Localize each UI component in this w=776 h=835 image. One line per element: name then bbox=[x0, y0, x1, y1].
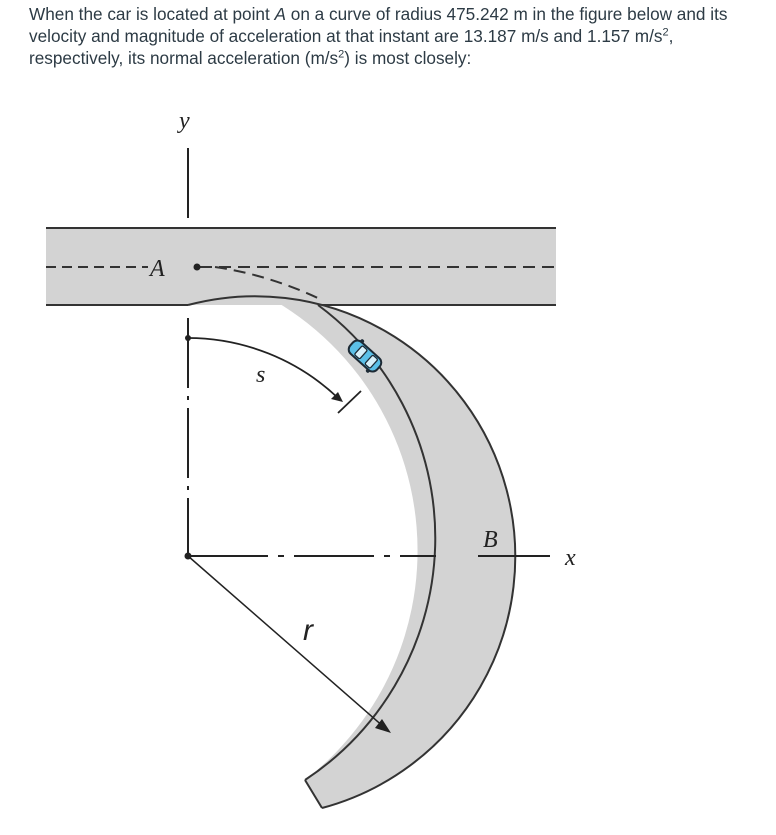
radius-line bbox=[188, 556, 385, 728]
x-axis-label: x bbox=[565, 545, 576, 571]
radius-value: 475.242 bbox=[446, 4, 509, 24]
r-label: r bbox=[303, 614, 313, 647]
s-arc-tick bbox=[338, 391, 361, 413]
point-a-label: A bbox=[150, 256, 165, 282]
point-b-label: B bbox=[483, 527, 498, 553]
acceleration-value: 1.157 bbox=[587, 26, 631, 46]
s-label: s bbox=[256, 362, 266, 388]
question-text: When the car is located at point A on a curve of radius 475.242 m in the figure below and its velocity and magnitude of acceleration at that instant are 13.187 m/s and 1.157 $m/s^2$, respectively, its normal acceleration $(m/s^2)$ is most closely: bbox=[29, 4, 728, 68]
y-axis-label: y bbox=[179, 108, 190, 134]
point-a-dot bbox=[194, 264, 201, 271]
point-a-ref: A bbox=[274, 4, 287, 24]
velocity-value: 13.187 bbox=[463, 26, 517, 46]
